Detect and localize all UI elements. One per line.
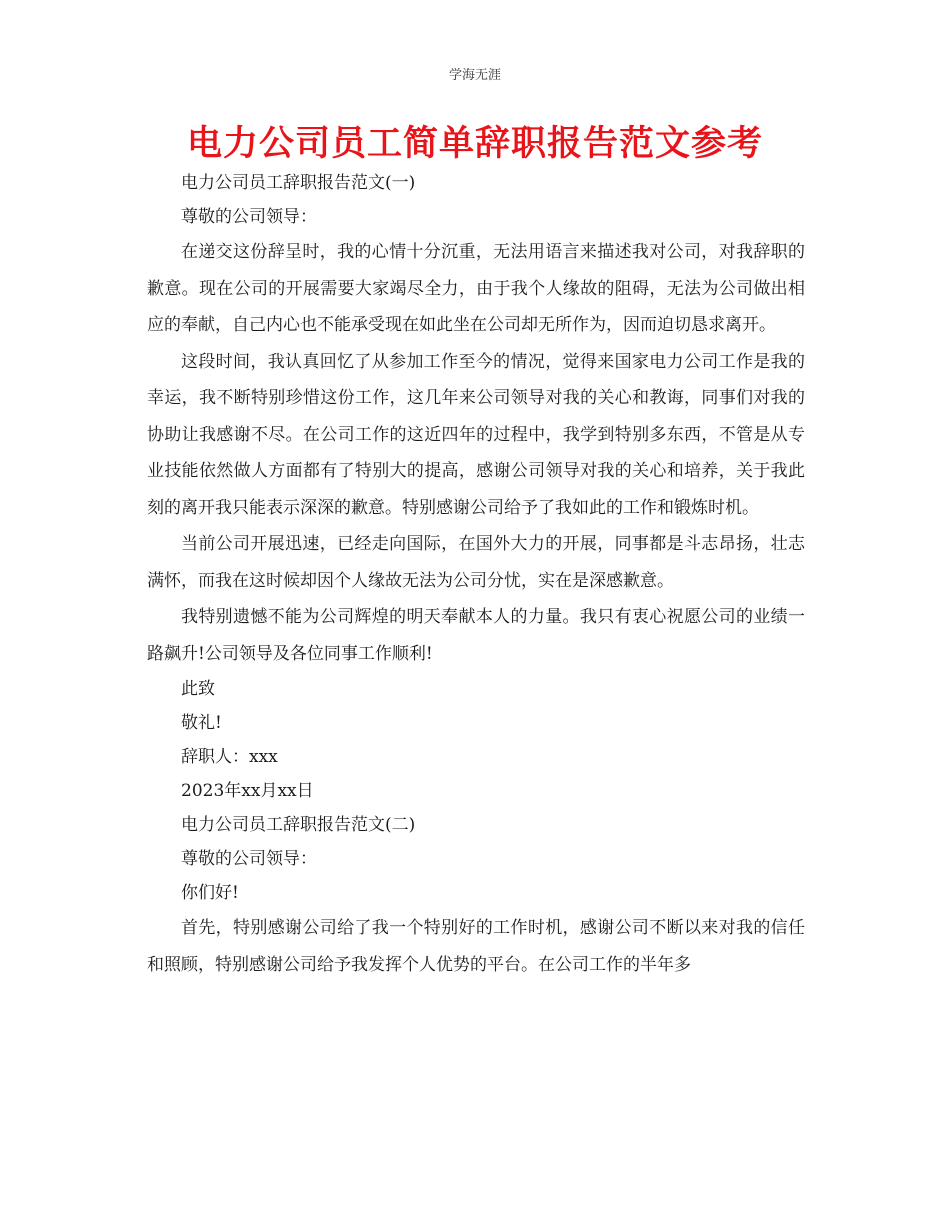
document-body: [147, 166, 805, 983]
letter2-salutation: 尊敬的公司领导：: [181, 849, 317, 869]
letter2-paragraph-1: 首先，特别感谢公司给了我一个特别好的工作时机，感谢公司不断以来对我的信任和照顾，特别感谢公司给予我发挥个人优势的平台。在公司工作的半年多: [147, 918, 805, 975]
letter1-paragraph-3: 当前公司开展迅速，已经走向国际，在国外大力的开展，同事都是斗志昂扬，壮志满怀，而我在这时候却因个人缘故无法为公司分忧，实在是深感歉意。: [147, 534, 805, 591]
letter2-heading: 电力公司员工辞职报告范文(二): [181, 815, 416, 835]
letter1-signer: 辞职人：xxx: [181, 747, 278, 767]
letter1-paragraph-1: 在递交这份辞呈时，我的心情十分沉重，无法用语言来描述我对公司，对我辞职的歉意。现在公司的开展需要大家竭尽全力，由于我个人缘故的阻碍，无法为公司做出相应的奉献，自己内心也不能承受现在如此坐在公司却无所作为，因而迫切恳求离开。: [147, 242, 805, 335]
letter1-closing-1: 此致: [181, 679, 215, 699]
letter1-salutation: 尊敬的公司领导：: [181, 207, 317, 227]
document-title: 电力公司员工简单辞职报告范文参考: [186, 124, 763, 164]
letter1-closing-2: 敬礼!: [181, 713, 222, 733]
letter2-greeting: 你们好!: [181, 883, 239, 903]
letter1-heading: 电力公司员工辞职报告范文(一): [181, 173, 416, 193]
letter1-paragraph-4: 我特别遗憾不能为公司辉煌的明天奉献本人的力量。我只有衷心祝愿公司的业绩一路飙升!公司领导及各位同事工作顺利!: [147, 607, 805, 664]
page-header: 学海无涯: [448, 68, 501, 83]
letter1-paragraph-2: 这段时间，我认真回忆了从参加工作至今的情况，觉得来国家电力公司工作是我的幸运，我不断特别珍惜这份工作，这几年来公司领导对我的关心和教诲，同事们对我的协助让我感谢不尽。在公司工作的这近四年的过程中，我学到特别多东西，不管是从专业技能依然做人方面都有了特别大的提高，感谢公司领导对我的关心和培养，关于我此刻的离开我只能表示深深的歉意。特别感谢公司给予了我如此的工作和锻炼时机。: [147, 351, 805, 518]
letter1-date: 2023年xx月xx日: [181, 781, 314, 801]
